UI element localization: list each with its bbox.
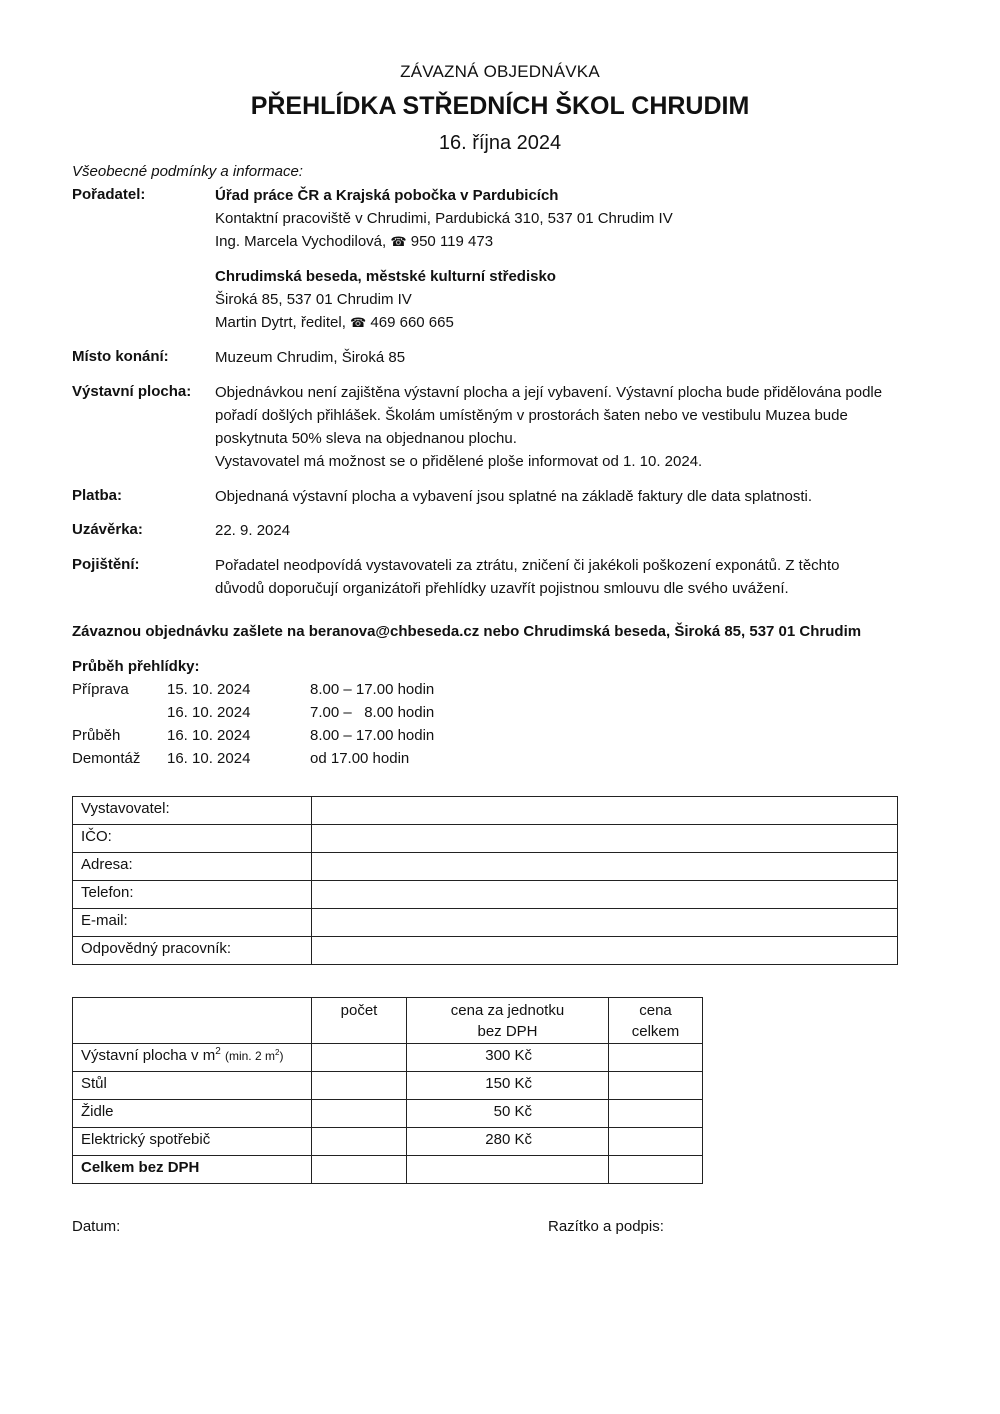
total-cell[interactable] [609, 1128, 703, 1156]
org2-address: Široká 85, 537 01 Chrudim IV [215, 291, 412, 308]
item-label: Stůl [73, 1072, 312, 1100]
plocha-line: poskytnuta 50% sleva na objednanou plochu. [215, 430, 517, 447]
area-sup: 2 [215, 1046, 221, 1057]
label-poradatel: Pořadatel: [72, 186, 146, 203]
form-label: Adresa: [73, 853, 312, 881]
order-row-table [73, 1072, 703, 1100]
total-label: Celkem bez DPH [73, 1156, 312, 1184]
event-date: 16. října 2024 [438, 132, 562, 154]
count-cell[interactable] [312, 1128, 407, 1156]
unit-price-cell: 280 Kč [407, 1128, 609, 1156]
org1-contact-line [215, 230, 935, 254]
header-unit-price-line2: bez DPH [477, 1023, 538, 1040]
document-kind: ZÁVAZNÁ OBJEDNÁVKA [400, 62, 600, 81]
area-note-sup: 2 [274, 1048, 280, 1057]
unit-price-cell: 150 Kč [407, 1072, 609, 1100]
org1-phone: 950 119 473 [410, 233, 494, 250]
date-label: Datum: [72, 1218, 121, 1235]
schedule-time: 8.00 – 17.00 hodin [310, 727, 435, 744]
exhibitor-form-table [72, 796, 898, 965]
header-total [609, 998, 703, 1044]
org1-address: Kontaktní pracoviště v Chrudimi, Pardubická 310, 537 01 Chrudim IV [215, 210, 673, 227]
form-label: Telefon: [73, 881, 312, 909]
form-label: IČO: [73, 825, 312, 853]
order-row-appliance [73, 1128, 703, 1156]
venue-value: Muzeum Chrudim, Široká 85 [215, 349, 406, 366]
schedule-time: od 17.00 hodin [310, 750, 410, 767]
form-row-vystavovatel [73, 797, 898, 825]
header-unit-price-line1: cena za jednotku [450, 1002, 565, 1019]
org2-phone: 469 660 665 [370, 314, 454, 331]
header-total-line2: celkem [631, 1023, 680, 1040]
unit-price-cell: 300 Kč [407, 1044, 609, 1072]
organizers-block [215, 184, 935, 335]
order-header-row [73, 998, 703, 1044]
schedule-date: 16. 10. 2024 [167, 750, 251, 767]
count-cell[interactable] [312, 1072, 407, 1100]
form-label: Vystavovatel: [73, 797, 312, 825]
payment [215, 485, 935, 508]
label-plocha: Výstavní plocha: [72, 383, 192, 400]
header-total-line1: cena [639, 1002, 672, 1019]
phone-field[interactable] [312, 881, 898, 909]
schedule-title: Průběh přehlídky: [72, 658, 200, 675]
plocha-line: pořadí došlých přihlášek. Školám umístěným v prostorách šaten nebo ve vestibulu Muzea bude [215, 407, 848, 424]
form-row-email [73, 909, 898, 937]
plocha-line: Objednávkou není zajištěna výstavní plocha a její vybavení. Výstavní plocha bude přidělována podle [215, 384, 883, 401]
org2-contact: Martin Dytrt, ředitel, [215, 314, 346, 331]
schedule-date: 16. 10. 2024 [167, 727, 251, 744]
intro-text: Všeobecné podmínky a informace: [72, 163, 303, 180]
form-row-telefon [73, 881, 898, 909]
schedule-time: 7.00 – 8.00 hodin [310, 704, 435, 721]
total-cell[interactable] [609, 1156, 703, 1184]
order-row-chair [73, 1100, 703, 1128]
area-note-pre: (min. 2 m [224, 1049, 275, 1063]
total-cell[interactable] [609, 1044, 703, 1072]
exhibitor-field[interactable] [312, 797, 898, 825]
header-unit-price [407, 998, 609, 1044]
plocha-text [215, 381, 935, 473]
email-field[interactable] [312, 909, 898, 937]
count-cell[interactable] [312, 1100, 407, 1128]
stamp-signature-label: Razítko a podpis: [548, 1218, 664, 1235]
telephone-icon: ☎ [390, 235, 407, 250]
item-label: Židle [73, 1100, 312, 1128]
form-label: E-mail: [73, 909, 312, 937]
schedule-phase: Demontáž [72, 750, 141, 767]
item-label [73, 1044, 312, 1072]
payment-value: Objednaná výstavní plocha a vybavení jsou splatné na základě faktury dle data splatnosti. [215, 488, 813, 505]
label-pojisteni: Pojištění: [72, 556, 140, 573]
order-table [72, 997, 703, 1184]
telephone-icon: ☎ [350, 316, 367, 331]
ico-field[interactable] [312, 825, 898, 853]
plocha-line: Vystavovatel má možnost se o přidělené ploše informovat od 1. 10. 2024. [215, 453, 703, 470]
form-row-pracovnik [73, 937, 898, 965]
insurance-line: Pořadatel neodpovídá vystavovateli za ztrátu, zničení či jakékoli poškození exponátů. Z těchto [215, 557, 840, 574]
schedule-date: 15. 10. 2024 [167, 681, 251, 698]
form-label: Odpovědný pracovník: [73, 937, 312, 965]
org2-contact-line [215, 311, 935, 335]
header-count [312, 998, 407, 1044]
total-cell[interactable] [609, 1100, 703, 1128]
count-cell[interactable] [312, 1044, 407, 1072]
insurance-text [215, 554, 935, 600]
schedule-date: 16. 10. 2024 [167, 704, 251, 721]
area-note-post: ) [279, 1049, 284, 1063]
area-note [225, 1049, 283, 1063]
form-row-ico [73, 825, 898, 853]
order-row-area [73, 1044, 703, 1072]
label-platba: Platba: [72, 487, 123, 504]
document-title: PŘEHLÍDKA STŘEDNÍCH ŠKOL CHRUDIM [250, 92, 750, 120]
header-count-label: počet [340, 1002, 378, 1019]
deadline [215, 519, 935, 542]
total-cell[interactable] [609, 1072, 703, 1100]
insurance-line: důvodů doporučují organizátoři přehlídky uzavřít pojistnou smlouvu dle svého uvážení. [215, 580, 789, 597]
label-uzaverka: Uzávěrka: [72, 521, 143, 538]
address-field[interactable] [312, 853, 898, 881]
order-row-total [73, 1156, 703, 1184]
unit-price-cell[interactable] [407, 1156, 609, 1184]
unit-price-cell: 50 Kč [407, 1100, 609, 1128]
header-item [73, 998, 312, 1044]
venue [215, 346, 935, 369]
count-cell[interactable] [312, 1156, 407, 1184]
org2-name: Chrudimská beseda, městské kulturní středisko [215, 268, 556, 285]
org1-contact: Ing. Marcela Vychodilová, [215, 233, 387, 250]
schedule-phase: Průběh [72, 727, 121, 744]
org1-name: Úřad práce ČR a Krajská pobočka v Pardubicích [215, 187, 559, 204]
label-misto: Místo konání: [72, 348, 169, 365]
form-row-adresa [73, 853, 898, 881]
responsible-person-field[interactable] [312, 937, 898, 965]
schedule-time: 8.00 – 17.00 hodin [310, 681, 435, 698]
send-instructions: Závaznou objednávku zašlete na beranova@chbeseda.cz nebo Chrudimská beseda, Široká 85, 537 01 Chrudim [72, 623, 862, 640]
area-label: Výstavní plocha v m [81, 1047, 216, 1064]
schedule-phase: Příprava [72, 681, 129, 698]
deadline-value: 22. 9. 2024 [215, 522, 291, 539]
item-label: Elektrický spotřebič [73, 1128, 312, 1156]
